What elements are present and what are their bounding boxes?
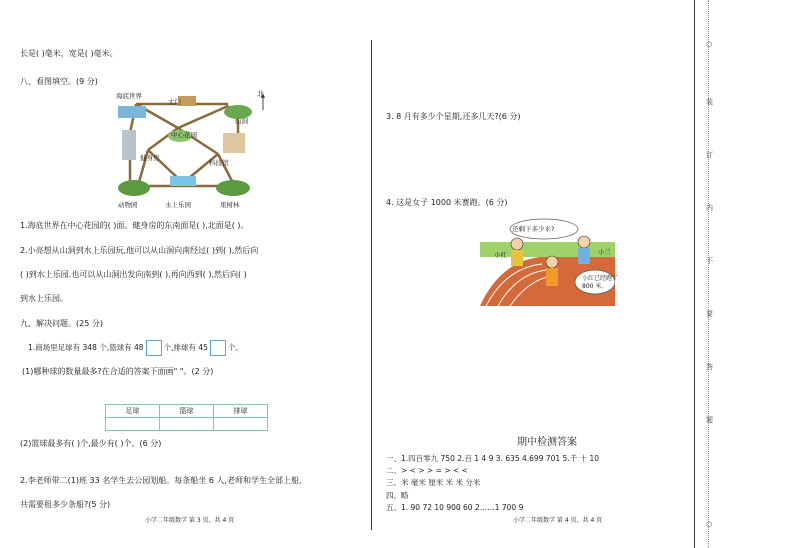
map-label-cave: 山洞 <box>235 117 248 125</box>
section-8-title: 八、看图填空。(9 分) <box>20 77 98 86</box>
label-xiaohong: 小红 <box>494 251 507 259</box>
question-9-1 <box>28 340 243 356</box>
binding-dotted-line <box>708 0 717 548</box>
question-8-2-line1: 2.小亮想从山洞到水上乐园玩,他可以从山洞向南经过( )到( ),然后向 <box>20 246 259 255</box>
q9-1-text-b: 个,排球有 45 <box>163 343 208 352</box>
answer-key-title: 期中检测答案 <box>517 437 577 448</box>
answer-line-2: 二、> < > > = > < < <box>386 466 468 476</box>
zoo-trees <box>118 180 150 196</box>
map-label-underwater: 海底世界 <box>116 92 142 100</box>
map-label-gym: 健身房 <box>140 154 160 162</box>
question-9-1-part2: (2)篮球最多有( )个,最少有( )个。(6 分) <box>20 439 162 448</box>
table-cell-football[interactable] <box>106 418 160 431</box>
footer-page-4: 小学二年级数学 第 4 页，共 4 页 <box>513 517 603 524</box>
table-cell-basketball[interactable] <box>160 418 214 431</box>
map-label-garden: 中心花园 <box>171 131 197 139</box>
column-divider <box>371 40 372 530</box>
runner-xiaolan-head <box>578 236 590 248</box>
question-9-1-part1: (1)哪种球的数量最多?在合适的答案下面画" "。(2 分) <box>22 367 214 376</box>
question-8-2-line2: ( )到水上乐园.也可以从山洞出发向南到( ),再向西到( ),然后向( ) <box>20 270 247 279</box>
ball-table <box>105 404 268 431</box>
question-3: 3. 8 月有多少个星期,还多几天?(6 分) <box>386 112 521 121</box>
binding-char-5: 要 <box>706 310 713 318</box>
answer-box-basketball[interactable] <box>146 340 162 356</box>
binding-char-4: 不 <box>706 257 713 265</box>
runner-xiaohong-body <box>511 250 523 266</box>
section-9-title: 九、解决问题。(25 分) <box>20 319 103 328</box>
binding-char-2: 订 <box>706 151 713 159</box>
map-label-gate: 大门 <box>168 98 181 106</box>
answer-box-volleyball[interactable] <box>210 340 226 356</box>
q9-1-text-a: 1.商场里足球有 348 个,篮球有 48 <box>28 343 144 352</box>
question-8-2-line3: 到水上乐园。 <box>20 294 68 303</box>
length-width-question: 长是( )毫米，宽是( )毫米。 <box>20 49 118 58</box>
map-label-orchard: 果树林 <box>220 201 240 209</box>
speech-bubble-ran-800: 小红已经跑了 800 米。 <box>582 275 619 290</box>
speech-bubble-remaining: 还剩下多少米? <box>512 225 555 233</box>
question-8-1: 1.海底世界在中心花园的( )面。健身房的东南面是( ),北面是( )。 <box>20 221 249 230</box>
label-xiaolan: 小兰 <box>598 248 611 256</box>
table-header-football: 足球 <box>106 405 160 418</box>
runner-xiaohong-head <box>511 238 523 250</box>
q9-1-text-c: 个。 <box>227 343 243 352</box>
table-header-volleyball: 排球 <box>214 405 268 418</box>
orchard-trees <box>216 180 250 196</box>
park-map <box>108 88 273 210</box>
water-park <box>170 176 196 186</box>
answer-line-1: 一、1.四百零九 750 2.百 1 4 9 3. 635 4.699 701 5.千 十 10 <box>386 454 600 463</box>
map-label-zoo: 动物园 <box>118 201 138 209</box>
science-museum <box>223 133 245 153</box>
runner-third-head <box>546 256 558 268</box>
binding-char-3: 内 <box>706 204 713 212</box>
answer-key <box>386 453 599 514</box>
north-label: 北 <box>257 90 264 98</box>
runner-third-body <box>546 268 558 286</box>
underwater-world-building <box>118 106 146 118</box>
gym-tower <box>122 130 136 160</box>
binding-char-1: 装 <box>706 98 713 106</box>
question-9-2-line1: 2.李老师带二(1)班 33 名学生去公园划船。每条船坐 6 人,老师和学生全部上船, <box>20 476 302 485</box>
map-label-waterpark: 水上乐园 <box>165 201 191 209</box>
question-9-2-line2: 共需要租多少条船?(5 分) <box>20 500 111 509</box>
runner-xiaolan-body <box>578 248 590 264</box>
question-4: 4. 这是女子 1000 米赛跑。(6 分) <box>386 198 508 207</box>
binding-mark-circle-bottom: ○ <box>706 520 713 528</box>
table-header-basketball: 篮球 <box>160 405 214 418</box>
map-label-science: 科技馆 <box>209 159 229 167</box>
answer-line-3: 三、米 毫米 厘米 米 米 分米 <box>386 478 481 488</box>
footer-page-3: 小学二年级数学 第 3 页，共 4 页 <box>145 517 235 524</box>
answer-line-4: 四、略 <box>386 490 409 500</box>
binding-char-6: 答 <box>706 363 713 371</box>
binding-char-7: 题 <box>706 416 713 424</box>
binding-mark-circle: ○ <box>706 40 713 48</box>
table-cell-volleyball[interactable] <box>214 418 268 431</box>
answer-line-5: 五、1. 90 72 10 900 60 2……1 700 9 <box>386 502 524 512</box>
binding-line <box>694 0 695 548</box>
